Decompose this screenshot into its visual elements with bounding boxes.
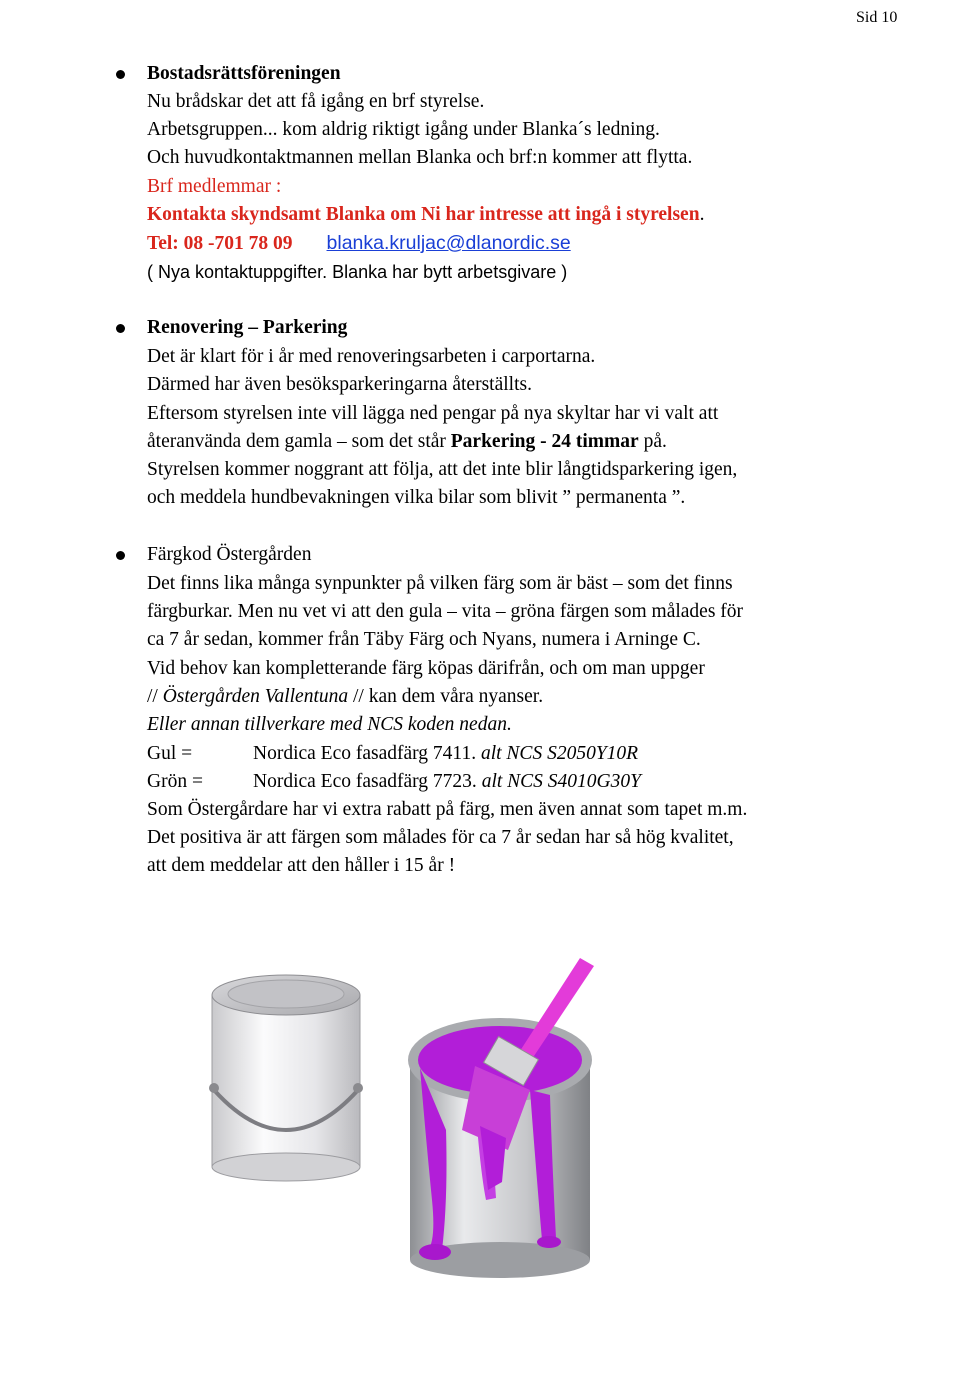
bullet: [116, 324, 125, 333]
text-line: att dem meddelar att den håller i 15 år !: [147, 855, 456, 876]
text-line: Nu brådskar det att få igång en brf styrelse.: [147, 91, 485, 112]
text-line: Som Östergårdare har vi extra rabatt på färg, men även annat som tapet m.m.: [147, 799, 748, 820]
text-span: kan dem våra nyanser.: [363, 686, 544, 707]
color-product: Nordica Eco fasadfärg 7411.: [253, 743, 481, 764]
text-span: //: [348, 686, 364, 707]
text-line: Styrelsen kommer noggrant att följa, att det inte blir långtidsparkering igen,: [147, 459, 738, 480]
phone-number: Tel: 08 -701 78 09: [147, 233, 293, 254]
color-row-gul: [147, 742, 638, 766]
text-line: ca 7 år sedan, kommer från Täby Färg och Nyans, numera i Arninge C.: [147, 629, 701, 650]
text-span: //: [147, 686, 163, 707]
contact-request-text: Kontakta skyndsamt Blanka om Ni har intresse att ingå i styrelsen: [147, 204, 700, 225]
text-span: på.: [638, 431, 667, 452]
section-heading: Renovering – Parkering: [147, 317, 348, 338]
ncs-code: alt NCS S4010G30Y: [481, 771, 641, 792]
text-line: och meddela hundbevakningen vilka bilar som blivit ” permanenta ”.: [147, 487, 686, 508]
text-line: [147, 685, 543, 709]
contact-request: [147, 203, 704, 227]
ncs-code: alt NCS S2050Y10R: [480, 743, 639, 764]
contact-note: ( Nya kontaktuppgifter. Blanka har bytt arbetsgivare ): [147, 262, 568, 282]
section-heading: Färgkod Östergården: [147, 544, 312, 565]
text-line: färgburkar. Men nu vet vi att den gula – vita – gröna färgen som målades för: [147, 601, 744, 622]
section-heading: Bostadsrättsföreningen: [147, 63, 341, 84]
color-product: Nordica Eco fasadfärg 7723.: [253, 771, 482, 792]
text-line: Det är klart för i år med renoveringsarbeten i carportarna.: [147, 346, 596, 367]
text-line: Eller annan tillverkare med NCS koden nedan.: [147, 714, 512, 735]
text-line: Det finns lika många synpunkter på vilken färg som är bäst – som det finns: [147, 573, 733, 594]
white-paint-can-image: [190, 950, 380, 1185]
area-name: Östergården Vallentuna: [162, 686, 349, 707]
purple-paint-can-image: [380, 950, 610, 1290]
bullet: [116, 551, 125, 560]
parking-sign-text: Parkering - 24 timmar: [450, 431, 639, 452]
bullet: [116, 70, 125, 79]
text-line: Därmed har även besöksparkeringarna återställts.: [147, 374, 532, 395]
text-line: Det positiva är att färgen som målades för ca 7 år sedan har så hög kvalitet,: [147, 827, 734, 848]
members-label: Brf medlemmar :: [147, 176, 282, 197]
period: .: [699, 204, 705, 225]
page-number: Sid 10: [856, 9, 898, 26]
contact-line: [147, 231, 571, 256]
text-line: Eftersom styrelsen inte vill lägga ned pengar på nya skyltar har vi valt att: [147, 403, 719, 424]
text-line: Vid behov kan kompletterande färg köpas därifrån, och om man uppger: [147, 658, 705, 679]
color-label: Grön =: [147, 771, 203, 792]
text-span: återanvända dem gamla – som det står: [147, 431, 451, 452]
text-line: [147, 430, 667, 454]
email-link[interactable]: blanka.kruljac@dlanordic.se: [326, 232, 571, 254]
text-line: Och huvudkontaktmannen mellan Blanka och brf:n kommer att flytta.: [147, 147, 693, 168]
color-label: Gul =: [147, 743, 193, 764]
text-line: Arbetsgruppen... kom aldrig riktigt igång under Blanka´s ledning.: [147, 119, 660, 140]
color-row-gron: [147, 770, 641, 794]
